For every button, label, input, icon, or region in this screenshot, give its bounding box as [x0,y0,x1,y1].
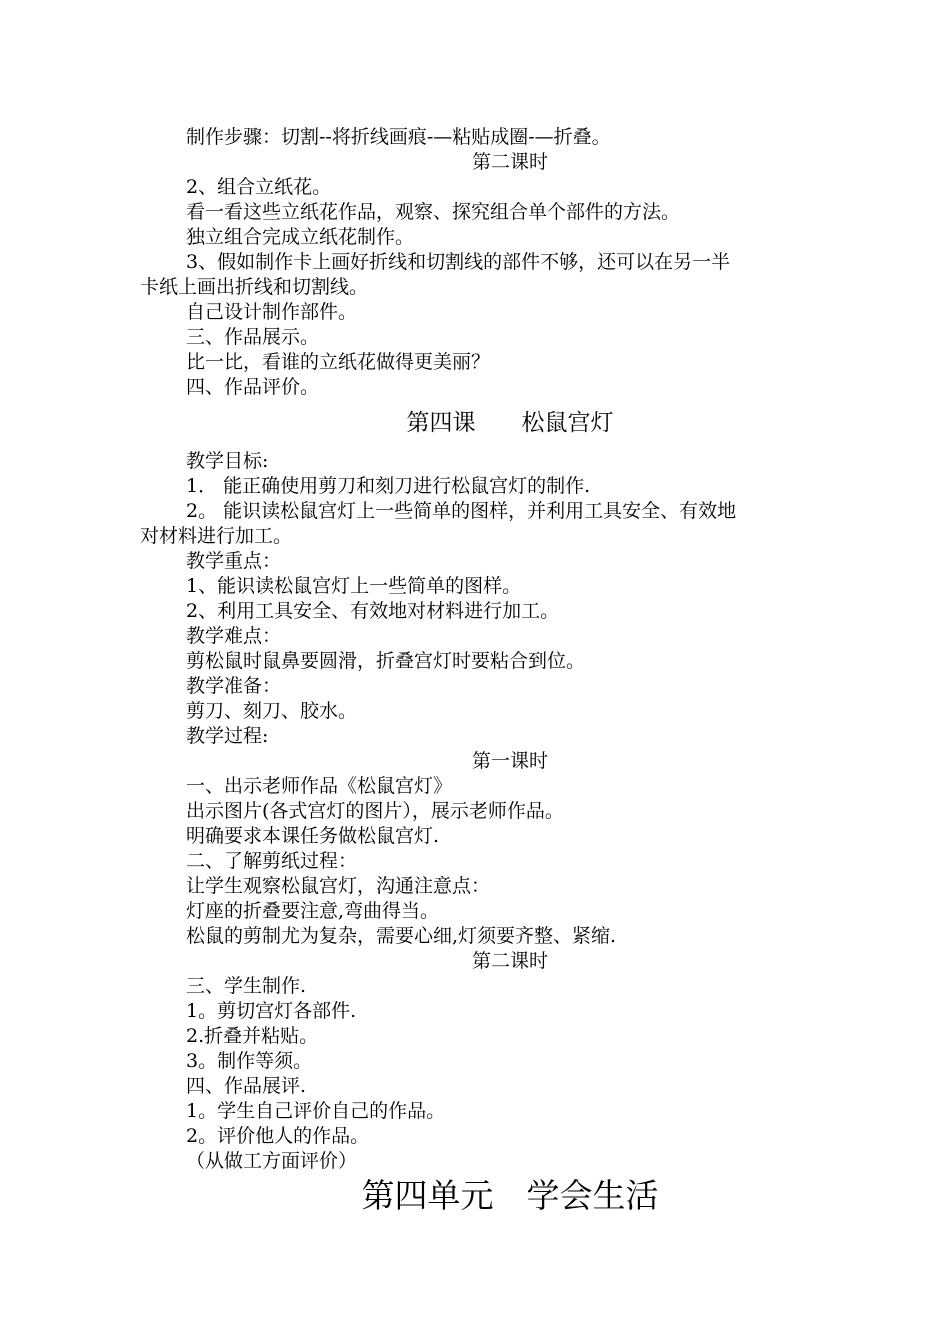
text-line: 1。剪切宫灯各部件. [186,1000,357,1022]
text-line: 教学难点： [186,625,282,647]
text-line: 独立组合完成立纸花制作。 [186,226,415,248]
text-line: 出示图片(各式宫灯的图片），展示老师作品。 [186,800,564,822]
text-line: 三、学生制作. [186,975,307,997]
text-line: 灯座的折叠要注意,弯曲得当。 [186,900,440,922]
text-line: 卡纸上画出折线和切割线。 [140,276,369,298]
text-line: 3。制作等须。 [186,1050,313,1072]
section-heading: 第一课时 [471,750,548,772]
text-line: 对材料进行加工。 [140,525,293,547]
text-line: 四、作品展评. [186,1075,307,1097]
text-line: 教学目标: [186,450,269,472]
text-line: 让学生观察松鼠宫灯，沟通注意点： [186,875,491,897]
text-line: 2.折叠并粘贴。 [186,1025,319,1047]
section-heading: 第二课时 [471,151,548,173]
text-line: 比一比，看谁的立纸花做得更美丽？ [186,351,491,373]
text-line: 看一看这些立纸花作品，观察、探究组合单个部件的方法。 [186,201,681,223]
unit-title: 第四单元 学会生活 [361,1176,659,1215]
text-line: （从做工方面评价） [186,1150,358,1172]
text-line: 2、组合立纸花。 [186,176,332,198]
text-line: 二、了解剪纸过程： [186,850,358,872]
text-line: 剪刀、刻刀、胶水。 [186,700,358,722]
text-line: 剪松鼠时鼠鼻要圆滑，折叠宫灯时要粘合到位。 [186,650,586,672]
text-line: 自己设计制作部件。 [186,301,358,323]
text-line: 教学重点： [186,550,282,572]
text-line: 2。 能识读松鼠宫灯上一些简单的图样，并利用工具安全、有效地 [186,500,737,522]
text-line: 1、能识读松鼠宫灯上一些简单的图样。 [186,575,522,597]
text-line: 1。学生自己评价自己的作品。 [186,1100,446,1122]
text-line: 1． 能正确使用剪刀和刻刀进行松鼠宫灯的制作. [186,475,591,497]
text-line: 教学准备： [186,675,282,697]
text-line: 2。评价他人的作品。 [186,1125,370,1147]
text-line: 松鼠的剪制尤为复杂，需要心细,灯须要齐整、紧缩. [186,925,617,947]
text-line: 制作步骤：切割--将折线画痕-—粘贴成圈-—折叠。 [186,126,611,148]
text-line: 一、出示老师作品《松鼠宫灯》 [186,775,453,797]
text-line: 3、假如制作卡上画好折线和切割线的部件不够，还可以在另一半 [186,251,731,273]
text-line: 教学过程: [186,725,269,747]
text-line: 2、利用工具安全、有效地对材料进行加工。 [186,600,560,622]
text-line: 四、作品评价。 [186,376,320,398]
section-heading: 第二课时 [471,950,548,972]
text-line: 明确要求本课任务做松鼠宫灯. [186,825,440,847]
text-line: 三、作品展示。 [186,326,320,348]
lesson-title: 第四课 松鼠宫灯 [406,410,614,436]
